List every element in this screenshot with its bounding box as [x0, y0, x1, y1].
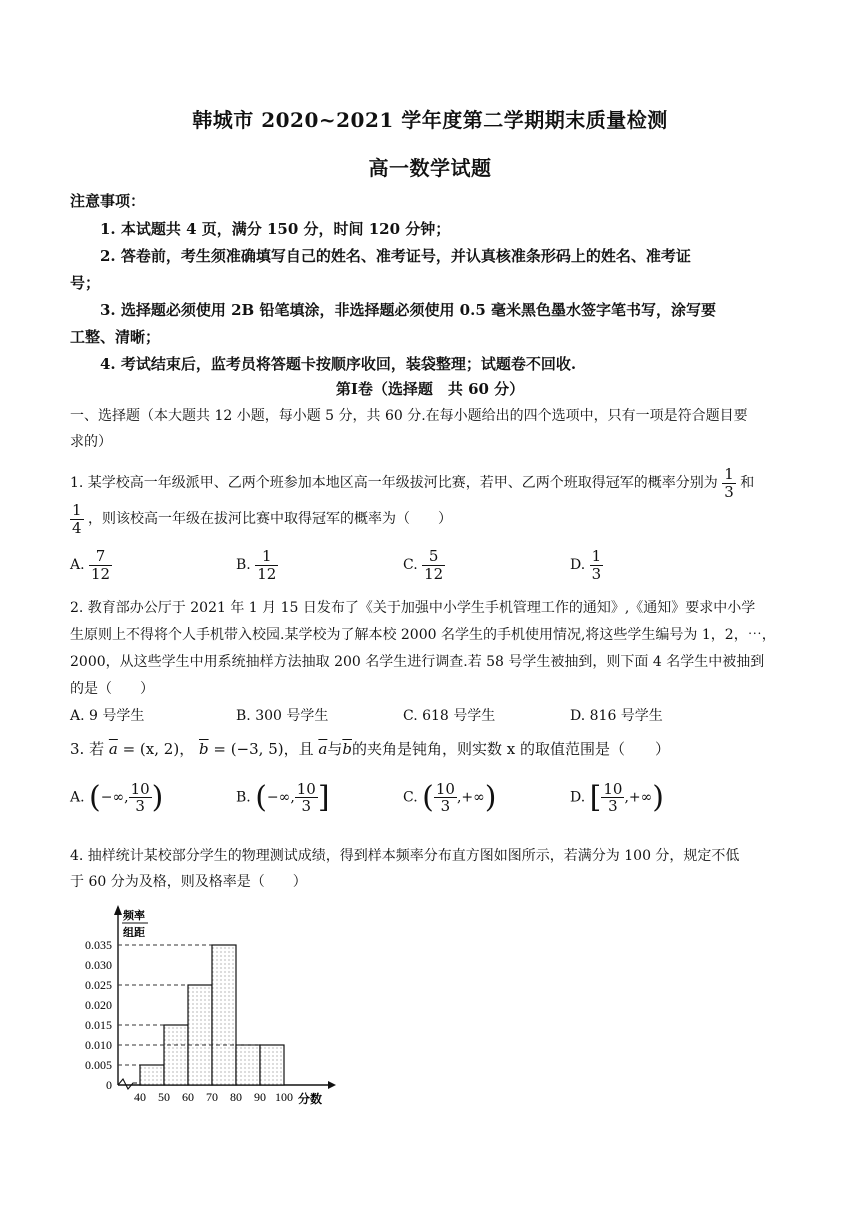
- note-item-2: 2. 答卷前，考生须准确填写自己的姓名、准考证号，并认真核准条形码上的姓名、准考证: [100, 247, 691, 265]
- vector-b: $\overline{b}$: [198, 740, 209, 758]
- q4-line2: 于 60 分为及格，则及格率是（ ）: [70, 874, 307, 890]
- section-intro: 一、选择题（本大题共 12 小题，每小题 5 分，共 60 分.在每小题给出的四个选项中，只有一项是符合题目要: [70, 408, 748, 424]
- axis-break: [118, 1079, 137, 1089]
- y-tick-label: 0.005: [85, 1058, 112, 1072]
- notes-heading: 注意事项：: [70, 192, 146, 210]
- histogram-bar: [236, 1045, 260, 1085]
- histogram-bar: [164, 1025, 188, 1085]
- y-axis-label-top: 频率: [123, 910, 145, 922]
- note-item-4: 4. 考试结束后，监考员将答题卡按顺序收回，装袋整理；试题卷不回收.: [100, 355, 577, 373]
- q2-line1: 2. 教育部办公厅于 2021 年 1 月 15 日发布了《关于加强中小学生手机管理工作的通知》,《通知》要求中小学: [70, 600, 756, 616]
- x-tick-label: 50: [158, 1090, 170, 1104]
- q3-option-a[interactable]: A. (−∞, $\frac{10}{3}$ ): [70, 779, 164, 815]
- y-tick-label: 0.015: [85, 1018, 112, 1032]
- histogram-bar: [260, 1045, 284, 1085]
- section-intro-cont: 求的）: [70, 434, 112, 450]
- q2-option-b[interactable]: B. 300 号学生: [236, 708, 329, 724]
- q2-options: [70, 705, 790, 725]
- x-axis-arrow: [328, 1081, 336, 1089]
- x-tick-label: 60: [182, 1090, 194, 1104]
- q1-stem-cont: [70, 502, 452, 536]
- y-tick-label: 0.010: [85, 1038, 112, 1052]
- q1-fraction-b: $\frac{1}{4}$: [72, 501, 82, 537]
- x-tick-label: 40: [134, 1090, 146, 1104]
- q3-option-d[interactable]: D. [ $\frac{10}{3}$ ,+∞): [570, 779, 665, 815]
- note-item-1: 1. 本试题共 4 页，满分 150 分，时间 120 分钟；: [100, 220, 451, 238]
- q1-line1: 1. 某学校高一年级派甲、乙两个班参加本地区高一年级拔河比赛，若甲、乙两个班取得冠军的概率分别为: [70, 475, 718, 491]
- note-item-3: 3. 选择题必须使用 2B 铅笔填涂，非选择题必须使用 0.5 毫米黑色墨水签字笔书写，涂写要: [100, 301, 716, 319]
- frequency-histogram: [60, 895, 350, 1115]
- histogram-bar: [140, 1065, 164, 1085]
- q3-stem: 3. 若 $\overline{a} = (x$, 2)， $\overline{b} = (-3$, 5)，且 $\overline{a}$与$\overline{b}$的夹角是钝角，则实数 x 的取值范围是（ ）: [70, 740, 670, 758]
- vector-b-ref: $\overline{b}$: [342, 740, 352, 758]
- q1-line2: ，则该校高一年级在拔河比赛中取得冠军的概率为（ ）: [88, 511, 452, 527]
- q2-line3: 2000，从这些学生中用系统抽样方法抽取 200 名学生进行调查.若 58 号学生被抽到，则下面 4 名学生中被抽到: [70, 654, 765, 670]
- histogram-bar: [212, 945, 236, 1085]
- q1-option-a[interactable]: A. $\frac{7}{12}$: [70, 547, 111, 583]
- y-tick-label: 0.025: [85, 978, 112, 992]
- note-item-2-cont: 号；: [70, 274, 101, 292]
- q1-option-d[interactable]: D. $\frac{1}{3}$: [570, 547, 602, 583]
- q1-and: 和: [740, 475, 755, 491]
- exam-title: 韩城市 2020~2021 学年度第二学期期末质量检测: [192, 108, 668, 132]
- x-tick-label: 100: [275, 1090, 293, 1104]
- histogram-bar: [188, 985, 212, 1085]
- section-heading: 第Ⅰ卷（选择题 共 60 分）: [335, 380, 525, 398]
- x-tick-label: 80: [230, 1090, 242, 1104]
- q3-options: [70, 780, 790, 826]
- x-axis-label: 分数: [297, 1092, 323, 1106]
- exam-subtitle: 高一数学试题: [368, 156, 492, 180]
- q1-options: [70, 548, 790, 592]
- x-tick-label: 70: [206, 1090, 218, 1104]
- q1-fraction-a: $\frac{1}{3}$: [724, 465, 734, 501]
- q2-line2: 生原则上不得将个人手机带入校园.某学校为了解本校 2000 名学生的手机使用情况,将这些学生编号为 1，2，⋯，: [70, 627, 776, 643]
- q3-option-b[interactable]: B. (−∞, $\frac{10}{3}$ ]: [236, 779, 330, 815]
- y-tick-label: 0: [106, 1078, 112, 1092]
- q1-stem: [70, 466, 754, 500]
- q2-option-a[interactable]: A. 9 号学生: [70, 708, 145, 724]
- q2-line4: 的是（ ）: [70, 681, 154, 697]
- y-axis-arrow: [114, 905, 122, 915]
- q1-option-c[interactable]: C. $\frac{5}{12}$: [403, 547, 444, 583]
- vector-a: $\overline{a}$: [108, 740, 118, 758]
- y-tick-label: 0.030: [85, 958, 112, 972]
- q3-option-c[interactable]: C. ( $\frac{10}{3}$ ,+∞): [403, 779, 497, 815]
- note-item-3-cont: 工整、清晰；: [70, 328, 161, 346]
- y-tick-label: 0.035: [85, 938, 112, 952]
- y-axis-label-bottom: 组距: [123, 927, 145, 939]
- y-tick-label: 0.020: [85, 998, 112, 1012]
- q2-option-c[interactable]: C. 618 号学生: [403, 708, 496, 724]
- vector-a-ref: $\overline{a}$: [318, 740, 328, 758]
- q1-option-b[interactable]: B. $\frac{1}{12}$: [236, 547, 277, 583]
- q2-option-d[interactable]: D. 816 号学生: [570, 708, 663, 724]
- x-tick-label: 90: [254, 1090, 266, 1104]
- q4-line1: 4. 抽样统计某校部分学生的物理测试成绩，得到样本频率分布直方图如图所示，若满分为 100 分，规定不低: [70, 848, 740, 864]
